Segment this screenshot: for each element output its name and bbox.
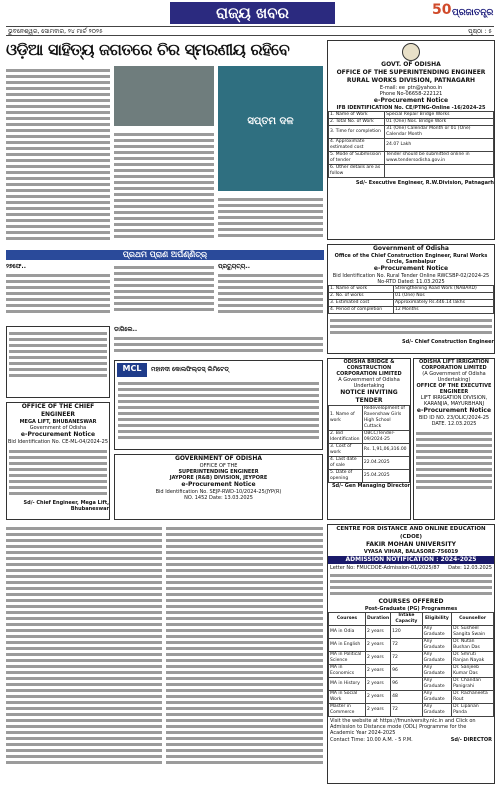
row-label: 2. No. of works — [329, 293, 394, 300]
notice3-sub2: Government of Odisha — [29, 425, 87, 431]
row-label: 6. Other details are as follow — [329, 165, 385, 178]
cell: MA in Economics — [329, 665, 366, 678]
notice-lift-irrigation — [413, 358, 495, 520]
olic-sub2: OFFICE OF THE EXECUTIVE ENGINEER — [416, 383, 492, 395]
notice3-signature: Sd/- Chief Engineer, Mega Lift, Bhubaneswar — [23, 500, 109, 512]
row-value: 31 (One) Calendar Month or 01 (One) Calendar Month — [385, 126, 494, 139]
fmu-letter: Letter No: FMUCDOE-Admission-01/2025/87 — [330, 565, 440, 571]
obcc-sub: A Government of Odisha Undertaking — [338, 377, 400, 389]
table-row — [329, 704, 494, 717]
notice-table — [328, 111, 494, 178]
story-column-3 — [218, 195, 323, 245]
notice2-sub: Office of the Chief Construction Engineer, Rural Works Circle, Sambalpur — [334, 253, 488, 265]
notice2-tender: e-Procurement Notice — [373, 265, 449, 272]
main-headline: ଓଡ଼ିଆ ସାହିତ୍ୟ ଜଗତରେ ଚିର ସ୍ମରଣୀୟ ରହିବେ — [6, 40, 290, 59]
row-label: 4. Period of completion — [329, 307, 394, 314]
notice4-sub2: SUPERINTENDING ENGINEER — [178, 469, 259, 475]
cell: 72 — [391, 639, 422, 652]
cell: MA in English — [329, 639, 366, 652]
row-value: OBCC/Tender-09/2024-25 — [362, 431, 409, 444]
notice-jeypore — [114, 454, 323, 520]
notice-obcc — [327, 358, 411, 520]
row-value — [385, 165, 494, 178]
row-label: 3. Estimated cost — [329, 300, 394, 307]
row-value: 01 (One) Nos. Bridge Work — [385, 119, 494, 126]
photo-caption: ସପ୍ତମ ଦଳ — [247, 116, 294, 127]
news-photo-2 — [218, 66, 323, 191]
cell: Any Graduate — [422, 626, 452, 639]
row-label: 5. Mode of Submission of tender — [329, 152, 385, 165]
row-value: Strengthening Road Work (NABARD) — [393, 286, 493, 293]
cell: 2 years — [365, 704, 390, 717]
row-label: 4. Last date of sale — [329, 457, 363, 470]
notice-fmu-admission — [327, 524, 495, 784]
odisha-emblem-icon — [402, 43, 420, 61]
notice-mega-lift — [6, 402, 110, 520]
cell: Dr. Sanjeeb Kumar Das — [452, 665, 494, 678]
notice-rwd-patnagarh — [327, 40, 495, 240]
fmu-footer: Visit the website at https://fmuniversity.nic.in and Click on Admission to Distance mode (ODL) Programme for the Academic Year 2024-2025 — [330, 718, 476, 736]
row-value: 22.04.2025 — [362, 457, 409, 470]
notice3-sub: MEGA LIFT, BHUBANESWAR — [19, 419, 97, 425]
cell: 2 years — [365, 639, 390, 652]
cell: 120 — [391, 626, 422, 639]
fmu-admission-banner: ADMISSION NOTIFICATION : 2024-2025 — [328, 556, 494, 564]
col-header: Eligibility — [422, 613, 452, 626]
notice-email: E-mail: ee_ptn@yahoo.in — [379, 85, 443, 91]
row-value: Tender should be submitted online in www.tendersodisha.gov.in — [385, 152, 494, 165]
obcc-heading: ODISHA BRIDGE & CONSTRUCTION CORPORATION LIMITED — [336, 359, 402, 377]
cell: Any Graduate — [422, 678, 452, 691]
cell: Any Graduate — [422, 652, 452, 665]
fmu-heading: CENTRE FOR DISTANCE AND ONLINE EDUCATION (CDOE) — [336, 526, 486, 540]
fmu-courses-title: COURSES OFFERED — [378, 598, 444, 605]
section2-title: ପ୍ରଥମ ପ୍ରାଣ ଅର୍ପଣ୍ଣିତ୍ର୍ — [6, 250, 324, 260]
row-label: 2. Bid Identification — [329, 431, 363, 444]
page-number: ପୃଷ୍ଠା : ୫ — [468, 28, 492, 35]
notice-sub: OFFICE OF THE SUPERINTENDING ENGINEER — [336, 69, 486, 76]
notice-heading: GOVT. OF ODISHA — [381, 61, 441, 68]
cell: MA in History — [329, 678, 366, 691]
cell: Dr. Chandan Panigrahi — [452, 678, 494, 691]
fmu-timing: Contact Time: 10.00 A.M. - 5 P.M. — [330, 737, 413, 743]
table-header-row — [329, 613, 494, 626]
date-text: ଭୁବନେଶ୍ୱର, ସୋମବାର, ୨୪ ମାର୍ଚ ୨୦୨୫ — [8, 28, 103, 35]
bottom-story-2 — [166, 524, 323, 784]
notice-chief-construction — [327, 244, 495, 354]
obcc-table — [328, 405, 410, 483]
fmu-address: VYASA VIHAR, BALASORE-756019 — [363, 549, 459, 555]
row-label: 5. Date of opening — [329, 470, 363, 483]
bottom-story-1 — [6, 524, 162, 784]
olic-heading: ODISHA LIFT IRRIGATION CORPORATION LIMITED — [419, 359, 489, 371]
cell: Any Graduate — [422, 639, 452, 652]
cell: 96 — [391, 678, 422, 691]
notice4-heading: GOVERNMENT OF ODISHA — [174, 455, 263, 462]
story-column-1 — [6, 66, 110, 246]
fmu-signature: Sd/- DIRECTOR — [450, 737, 492, 743]
cell: MA in Political Science — [329, 652, 366, 665]
section2-sub — [114, 326, 323, 356]
table-row — [329, 639, 494, 652]
cell: Any Graduate — [422, 691, 452, 704]
row-value: Redevelopment of Ravenshaw Girls High School Cuttack — [362, 406, 409, 431]
notice2-table — [328, 285, 494, 314]
anniversary-badge: 50 — [432, 2, 452, 18]
row-value: 12 Months — [393, 307, 493, 314]
cell: 72 — [391, 652, 422, 665]
notice4-bid: Bid Identification No. SEJP-RWD-10/2024-25/JYP(R) — [155, 489, 282, 495]
fmu-university: FAKIR MOHAN UNIVERSITY — [366, 541, 456, 548]
mcl-logo: MCL — [117, 363, 147, 377]
table-row — [329, 678, 494, 691]
cell: 2 years — [365, 678, 390, 691]
cell: Any Graduate — [422, 704, 452, 717]
notice-tender-label: e-Procurement Notice — [373, 97, 449, 104]
notice2-signature: Sd/- Chief Construction Engineer — [401, 339, 494, 345]
cell: Dr. Rachaneeta Rout — [452, 691, 494, 704]
cell: 48 — [391, 691, 422, 704]
row-label: 3. Time for completion — [329, 126, 385, 139]
notice4-date: NO. 1452 Date: 13.03.2025 — [184, 495, 253, 501]
obcc-notice: NOTICE INVITING TENDER — [340, 389, 398, 404]
table-row — [329, 665, 494, 678]
news-photo-1 — [114, 66, 214, 126]
notice-signature: Sd/- Executive Engineer, R.W.Division, Patnagarh — [355, 180, 494, 186]
notice-sub2: RURAL WORKS DIVISION, PATNAGARH — [346, 77, 476, 84]
masthead — [0, 0, 500, 28]
row-value: 24.07 Lakh — [385, 139, 494, 152]
fmu-course-table — [328, 612, 494, 717]
col-header: Counsellor — [452, 613, 494, 626]
mcl-name: ମହାନଦୀ କୋଲଫିଲ୍ଡସ୍ ଲିମିଟେଡ୍ — [151, 366, 229, 373]
olic-sub: (A Government of Odisha Undertaking) — [422, 371, 486, 383]
row-value: 25.04.2025 — [362, 470, 409, 483]
row-label: 1. Name of Work — [329, 112, 385, 119]
row-value: 01 (One) Nos — [393, 293, 493, 300]
notice3-heading: OFFICE OF THE CHIEF ENGINEER — [21, 403, 95, 418]
olic-sub3: LIFT IRRIGATION DIVISION, KARANJIA, MAYURBHANJ — [420, 395, 488, 407]
table-row — [329, 626, 494, 639]
table-row — [329, 652, 494, 665]
dateline — [6, 26, 494, 36]
notice2-bid: Bid Identification No. Rural Tender Online RWCSBP-02/2024-25 No-RTD Dated: 11.03.2025 — [332, 273, 490, 285]
section2-right — [218, 263, 323, 323]
section2-center — [114, 263, 214, 323]
cell: Dr. Smruti Ranjan Nayak — [452, 652, 494, 665]
section2-left-head: ୨୭ଫେ.. — [6, 263, 26, 270]
olic-bid: BID ID NO. 23/OLIC/2024-25 DATE. 12.03.2025 — [418, 415, 490, 427]
obcc-signature: Sd/- Gen Managing Director — [331, 483, 410, 489]
notice3-bid: Bid Identification No. CE-ML-04/2024-25 — [7, 439, 109, 445]
row-label: 1. Name of work — [329, 406, 363, 431]
row-label: 3. Cost of work — [329, 444, 363, 457]
row-label: 4. Approximate estimated cost — [329, 139, 385, 152]
col-header: Duration — [365, 613, 390, 626]
notice-ifb: IFB IDENTIFICATION No. CE/PTNG-Online -16/2024-25 — [336, 105, 486, 111]
notice2-heading: Government of Odisha — [373, 245, 449, 252]
cell: 2 years — [365, 665, 390, 678]
section2-sub-head: ଡାଗିଲେ.. — [114, 326, 138, 333]
row-label: 2. Total No. of Work — [329, 119, 385, 126]
brand-logo: ପ୍ରଜାତନ୍ତ୍ର — [452, 8, 494, 18]
section2-left — [6, 263, 110, 323]
row-value: Approximately Rs.446.14 lakhs — [393, 300, 493, 307]
cell: MA in Social Work — [329, 691, 366, 704]
cell: 2 years — [365, 652, 390, 665]
cell: Dr. Nutan Bushan Das — [452, 639, 494, 652]
cell: Dr. Lipanan Panda — [452, 704, 494, 717]
col-header: Courses — [329, 613, 366, 626]
notice4-sub3: JAYPORE (R&B) DIVISION, JEYPORE — [169, 475, 268, 481]
cell: 72 — [391, 704, 422, 717]
small-notice-1 — [6, 326, 110, 398]
cell: MA in Odia — [329, 626, 366, 639]
cell: 96 — [391, 665, 422, 678]
notice-mcl — [114, 360, 323, 450]
table-row — [329, 691, 494, 704]
fmu-pg-title: Post-Graduate (PG) Programmes — [364, 606, 458, 612]
notice3-tender: e-Procurement Notice — [20, 431, 96, 438]
row-value: Rs. 1,91,06,316.00 — [362, 444, 409, 457]
cell: Master in Commerce — [329, 704, 366, 717]
olic-tender: e-Procurement Notice — [416, 407, 492, 414]
page-title: ରାଜ୍ୟ ଖବର — [170, 2, 335, 24]
notice4-sub: OFFICE OF THE — [199, 463, 238, 469]
section2-mid-head: ପ୍ରତ୍ୟୁତ୍ୟ.. — [218, 263, 251, 270]
story-column-2 — [114, 130, 214, 246]
cell: Dr. Susheel Sangita Swain — [452, 626, 494, 639]
col-header: Intake Capacity — [391, 613, 422, 626]
row-value: Special Repair Bridge Works — [385, 112, 494, 119]
cell: 2 years — [365, 691, 390, 704]
notice4-tender: e-Procurement Notice — [181, 481, 256, 488]
row-label: 1. Name of work — [329, 286, 394, 293]
fmu-date: Date: 12.03.2025 — [448, 565, 492, 571]
notice-phone: Phone No-06658-222121 — [379, 91, 443, 97]
cell: 2 years — [365, 626, 390, 639]
cell: Any Graduate — [422, 665, 452, 678]
